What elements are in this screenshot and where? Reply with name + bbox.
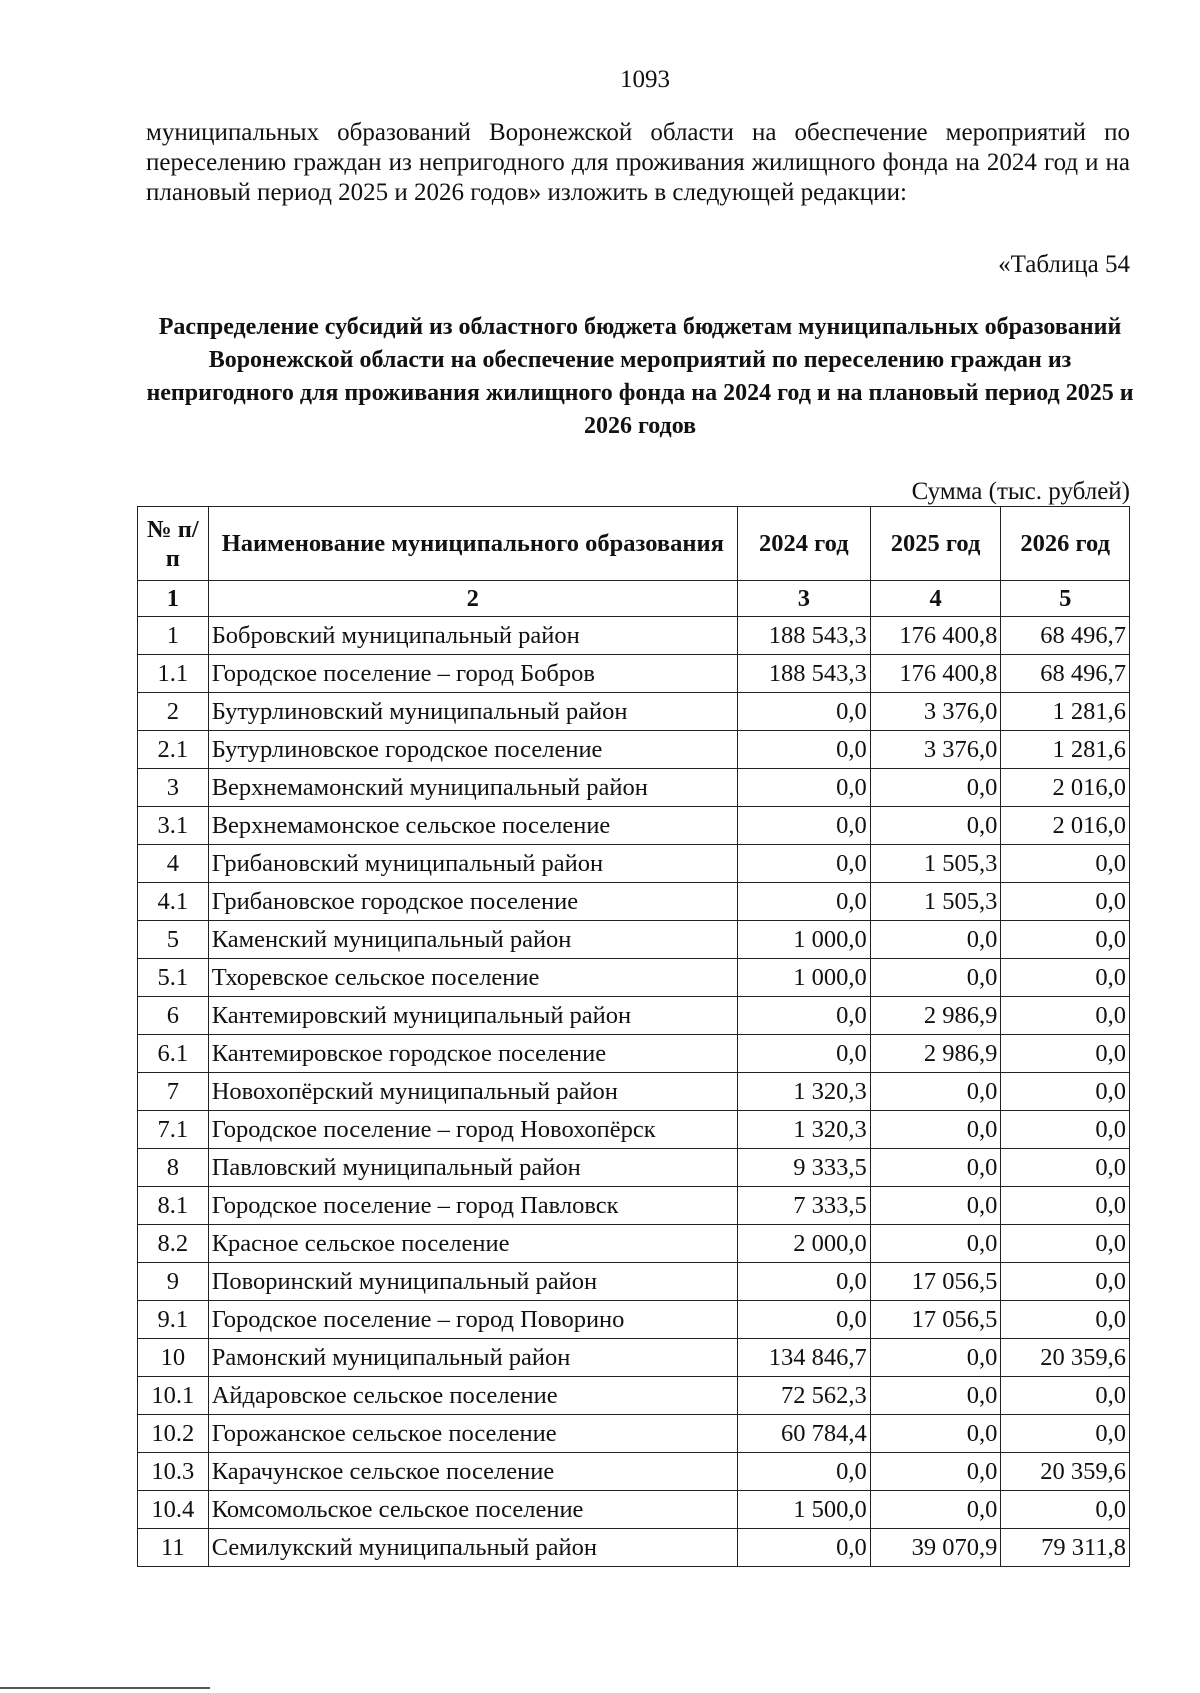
column-index-row xyxy=(138,581,1130,617)
table-body xyxy=(138,617,1130,1567)
row-name: Кантемировское городское поселение xyxy=(208,1035,737,1073)
row-name: Комсомольское сельское поселение xyxy=(208,1491,737,1529)
row-value-2025: 0,0 xyxy=(870,807,1001,845)
row-value-2025: 0,0 xyxy=(870,1491,1001,1529)
header-2024: 2024 год xyxy=(737,507,870,581)
table-row xyxy=(138,617,1130,655)
row-value-2024: 1 320,3 xyxy=(737,1073,870,1111)
row-value-2024: 9 333,5 xyxy=(737,1149,870,1187)
row-value-2026: 0,0 xyxy=(1001,959,1130,997)
row-value-2024: 188 543,3 xyxy=(737,655,870,693)
row-number: 8 xyxy=(138,1149,209,1187)
row-value-2024: 72 562,3 xyxy=(737,1377,870,1415)
header-name: Наименование муниципального образования xyxy=(208,507,737,581)
row-name: Рамонский муниципальный район xyxy=(208,1339,737,1377)
row-value-2024: 0,0 xyxy=(737,693,870,731)
table-row xyxy=(138,1149,1130,1187)
header-number: № п/п xyxy=(138,507,209,581)
table-row xyxy=(138,1225,1130,1263)
row-value-2025: 2 986,9 xyxy=(870,1035,1001,1073)
row-number: 3 xyxy=(138,769,209,807)
row-value-2025: 0,0 xyxy=(870,1187,1001,1225)
row-number: 2 xyxy=(138,693,209,731)
row-value-2025: 17 056,5 xyxy=(870,1263,1001,1301)
table-row xyxy=(138,1301,1130,1339)
row-name: Каменский муниципальный район xyxy=(208,921,737,959)
row-value-2026: 2 016,0 xyxy=(1001,807,1130,845)
table-row xyxy=(138,807,1130,845)
row-name: Кантемировский муниципальный район xyxy=(208,997,737,1035)
row-number: 4.1 xyxy=(138,883,209,921)
row-number: 5 xyxy=(138,921,209,959)
table-row xyxy=(138,1453,1130,1491)
row-number: 10.3 xyxy=(138,1453,209,1491)
row-value-2024: 0,0 xyxy=(737,807,870,845)
row-value-2026: 0,0 xyxy=(1001,1073,1130,1111)
row-value-2026: 0,0 xyxy=(1001,921,1130,959)
row-number: 6 xyxy=(138,997,209,1035)
row-value-2026: 0,0 xyxy=(1001,1187,1130,1225)
row-value-2025: 0,0 xyxy=(870,1377,1001,1415)
table-row xyxy=(138,1263,1130,1301)
row-value-2026: 79 311,8 xyxy=(1001,1529,1130,1567)
row-value-2024: 0,0 xyxy=(737,1263,870,1301)
row-value-2025: 0,0 xyxy=(870,1339,1001,1377)
row-value-2025: 0,0 xyxy=(870,1073,1001,1111)
row-value-2026: 0,0 xyxy=(1001,845,1130,883)
table-row xyxy=(138,997,1130,1035)
row-value-2024: 0,0 xyxy=(737,1035,870,1073)
row-number: 9.1 xyxy=(138,1301,209,1339)
row-number: 7.1 xyxy=(138,1111,209,1149)
row-name: Айдаровское сельское поселение xyxy=(208,1377,737,1415)
table-row xyxy=(138,1339,1130,1377)
row-value-2024: 188 543,3 xyxy=(737,617,870,655)
row-value-2024: 1 000,0 xyxy=(737,959,870,997)
row-name: Новохопёрский муниципальный район xyxy=(208,1073,737,1111)
row-value-2026: 0,0 xyxy=(1001,1491,1130,1529)
row-value-2026: 0,0 xyxy=(1001,1111,1130,1149)
column-index: 2 xyxy=(208,581,737,617)
row-number: 11 xyxy=(138,1529,209,1567)
row-name: Тхоревское сельское поселение xyxy=(208,959,737,997)
table-row xyxy=(138,921,1130,959)
row-number: 3.1 xyxy=(138,807,209,845)
header-2026: 2026 год xyxy=(1001,507,1130,581)
row-number: 10.1 xyxy=(138,1377,209,1415)
row-number: 7 xyxy=(138,1073,209,1111)
table-row xyxy=(138,1073,1130,1111)
row-value-2024: 60 784,4 xyxy=(737,1415,870,1453)
row-number: 10 xyxy=(138,1339,209,1377)
table-row xyxy=(138,1529,1130,1567)
row-name: Поворинский муниципальный район xyxy=(208,1263,737,1301)
row-number: 5.1 xyxy=(138,959,209,997)
row-value-2026: 0,0 xyxy=(1001,1263,1130,1301)
column-index: 5 xyxy=(1001,581,1130,617)
row-number: 4 xyxy=(138,845,209,883)
column-index: 3 xyxy=(737,581,870,617)
row-value-2025: 0,0 xyxy=(870,1415,1001,1453)
row-value-2025: 2 986,9 xyxy=(870,997,1001,1035)
row-value-2026: 2 016,0 xyxy=(1001,769,1130,807)
row-value-2024: 1 000,0 xyxy=(737,921,870,959)
row-name: Городское поселение – город Павловск xyxy=(208,1187,737,1225)
column-index: 4 xyxy=(870,581,1001,617)
row-value-2024: 2 000,0 xyxy=(737,1225,870,1263)
table-row xyxy=(138,655,1130,693)
row-name: Верхнемамонский муниципальный район xyxy=(208,769,737,807)
row-value-2025: 0,0 xyxy=(870,1225,1001,1263)
row-value-2026: 1 281,6 xyxy=(1001,731,1130,769)
row-value-2026: 0,0 xyxy=(1001,883,1130,921)
row-value-2025: 0,0 xyxy=(870,959,1001,997)
row-value-2026: 0,0 xyxy=(1001,1301,1130,1339)
row-name: Грибановский муниципальный район xyxy=(208,845,737,883)
header-2025: 2025 год xyxy=(870,507,1001,581)
row-value-2026: 20 359,6 xyxy=(1001,1453,1130,1491)
row-value-2025: 1 505,3 xyxy=(870,883,1001,921)
row-name: Карачунское сельское поселение xyxy=(208,1453,737,1491)
row-value-2024: 1 320,3 xyxy=(737,1111,870,1149)
table-row xyxy=(138,1187,1130,1225)
row-name: Горожанское сельское поселение xyxy=(208,1415,737,1453)
row-number: 2.1 xyxy=(138,731,209,769)
row-value-2025: 0,0 xyxy=(870,769,1001,807)
row-number: 1 xyxy=(138,617,209,655)
intro-text: муниципальных образований Воронежской области на обеспечение мероприятий по переселению граждан из непригодного для проживания жилищного фонда на 2024 год и на плановый период 2025 и 2026 годов» изложить в следующей редакции: xyxy=(146,119,1130,206)
table-row xyxy=(138,1035,1130,1073)
row-value-2024: 7 333,5 xyxy=(737,1187,870,1225)
row-value-2026: 0,0 xyxy=(1001,1035,1130,1073)
row-value-2025: 176 400,8 xyxy=(870,617,1001,655)
table-row xyxy=(138,1415,1130,1453)
row-value-2025: 0,0 xyxy=(870,1111,1001,1149)
row-name: Бутурлиновский муниципальный район xyxy=(208,693,737,731)
table-label: «Таблица 54 xyxy=(998,251,1130,278)
row-name: Семилукский муниципальный район xyxy=(208,1529,737,1567)
row-name: Городское поселение – город Бобров xyxy=(208,655,737,693)
table-row xyxy=(138,883,1130,921)
row-value-2024: 0,0 xyxy=(737,883,870,921)
row-value-2026: 0,0 xyxy=(1001,1225,1130,1263)
row-name: Городское поселение – город Новохопёрск xyxy=(208,1111,737,1149)
row-value-2025: 17 056,5 xyxy=(870,1301,1001,1339)
row-value-2026: 0,0 xyxy=(1001,997,1130,1035)
row-name: Верхнемамонское сельское поселение xyxy=(208,807,737,845)
table-title: Распределение субсидий из областного бюджета бюджетам муниципальных образований Воронежской области на обеспечение мероприятий по переселению граждан из непригодного для проживания жилищного фонда на 2024 год и на плановый период 2025 и 2026 годов xyxy=(146,314,1134,439)
row-name: Грибановское городское поселение xyxy=(208,883,737,921)
row-value-2026: 0,0 xyxy=(1001,1377,1130,1415)
row-value-2025: 1 505,3 xyxy=(870,845,1001,883)
row-value-2026: 0,0 xyxy=(1001,1149,1130,1187)
row-name: Бутурлиновское городское поселение xyxy=(208,731,737,769)
row-value-2026: 1 281,6 xyxy=(1001,693,1130,731)
row-value-2024: 0,0 xyxy=(737,769,870,807)
row-value-2025: 39 070,9 xyxy=(870,1529,1001,1567)
row-value-2026: 0,0 xyxy=(1001,1415,1130,1453)
row-number: 10.4 xyxy=(138,1491,209,1529)
row-value-2025: 176 400,8 xyxy=(870,655,1001,693)
row-value-2025: 0,0 xyxy=(870,1149,1001,1187)
row-name: Бобровский муниципальный район xyxy=(208,617,737,655)
row-number: 10.2 xyxy=(138,1415,209,1453)
table-row xyxy=(138,1111,1130,1149)
table-row xyxy=(138,731,1130,769)
units-label: Сумма (тыс. рублей) xyxy=(911,478,1130,505)
table-header-row xyxy=(138,507,1130,581)
table-row xyxy=(138,693,1130,731)
row-value-2024: 0,0 xyxy=(737,845,870,883)
row-value-2025: 0,0 xyxy=(870,921,1001,959)
row-name: Красное сельское поселение xyxy=(208,1225,737,1263)
row-number: 6.1 xyxy=(138,1035,209,1073)
row-name: Павловский муниципальный район xyxy=(208,1149,737,1187)
row-value-2026: 68 496,7 xyxy=(1001,655,1130,693)
table-row xyxy=(138,1377,1130,1415)
table-row xyxy=(138,845,1130,883)
table-row xyxy=(138,1491,1130,1529)
row-number: 9 xyxy=(138,1263,209,1301)
row-number: 1.1 xyxy=(138,655,209,693)
intro-paragraph xyxy=(146,118,1130,208)
column-index: 1 xyxy=(138,581,209,617)
row-value-2025: 0,0 xyxy=(870,1453,1001,1491)
row-number: 8.2 xyxy=(138,1225,209,1263)
row-value-2025: 3 376,0 xyxy=(870,693,1001,731)
row-value-2024: 0,0 xyxy=(737,1301,870,1339)
row-name: Городское поселение – город Поворино xyxy=(208,1301,737,1339)
table-row xyxy=(138,959,1130,997)
table-row xyxy=(138,769,1130,807)
row-value-2024: 0,0 xyxy=(737,1529,870,1567)
page-number: 1093 xyxy=(620,66,670,93)
row-value-2026: 20 359,6 xyxy=(1001,1339,1130,1377)
row-value-2024: 0,0 xyxy=(737,997,870,1035)
row-value-2024: 0,0 xyxy=(737,731,870,769)
row-value-2026: 68 496,7 xyxy=(1001,617,1130,655)
footnote-divider xyxy=(0,1687,210,1689)
row-number: 8.1 xyxy=(138,1187,209,1225)
subsidy-table xyxy=(137,506,1130,1567)
row-value-2024: 0,0 xyxy=(737,1453,870,1491)
row-value-2025: 3 376,0 xyxy=(870,731,1001,769)
row-value-2024: 134 846,7 xyxy=(737,1339,870,1377)
row-value-2024: 1 500,0 xyxy=(737,1491,870,1529)
